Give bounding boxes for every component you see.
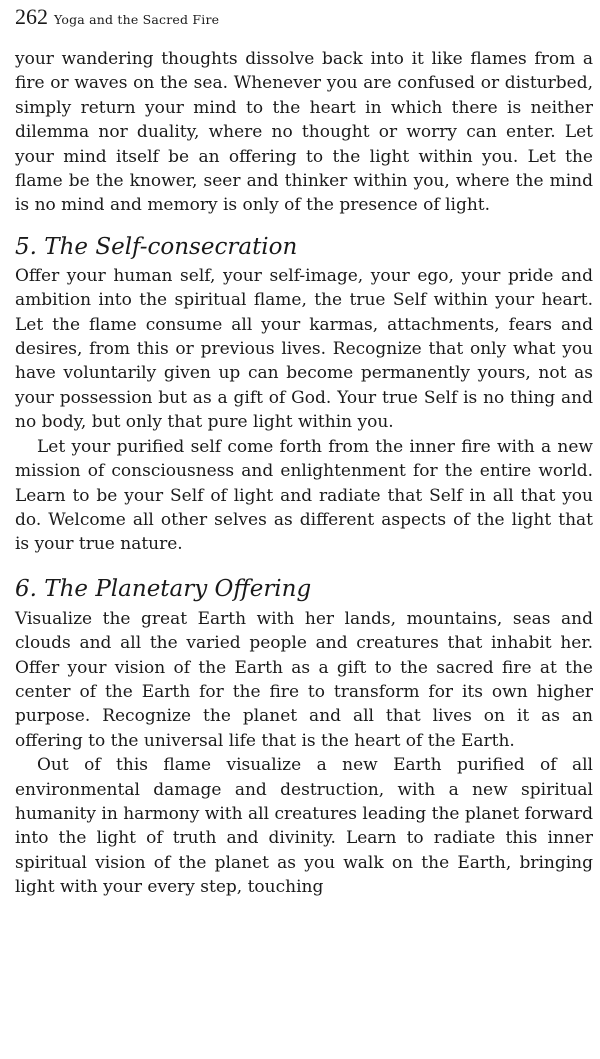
page-body bbox=[15, 47, 593, 900]
section6-paragraph-2: Out of this flame visualize a new Earth purified of all environmental damage and destruction, with a new spiritual humanity in harmony with all creatures leading the planet forward into the light of truth and divinity. Learn to radiate this inner spiritual vision of the planet as you walk on the Earth, bringing light with your every step, touching bbox=[15, 755, 593, 898]
running-head bbox=[15, 4, 219, 30]
opening-paragraph: your wandering thoughts dissolve back into it like flames from a fire or waves on the sea. Whenever you are confused or disturbed, simply return your mind to the heart in which there is neither dilemma nor duality, where no thought or worry can enter. Let your mind itself be an offering to the light within you. Let the flame be the knower, seer and thinker within you, where the mind is no mind and memory is only of the presence of light. bbox=[15, 49, 593, 216]
page-number: 262 bbox=[15, 4, 48, 29]
section6-paragraph-1: Visualize the great Earth with her lands, mountains, seas and clouds and all the varied people and creatures that inhabit her. Offer your vision of the Earth as a gift to the sacred fire at the center of the Earth for the fire to transform for its own higher purpose. Recognize the planet and all that lives on it as an offering to the universal life that is the heart of the Earth. bbox=[15, 608, 593, 751]
running-title: Yoga and the Sacred Fire bbox=[54, 12, 220, 27]
section5-paragraph-2: Let your purified self come forth from the inner fire with a new mission of consciousness and enlightenment for the entire world. Learn to be your Self of light and radiate that Self in all that you do. Welcome all other selves as different aspects of the light that is your true nature. bbox=[15, 436, 593, 555]
section5-paragraph-1: Offer your human self, your self-image, your ego, your pride and ambition into the spiritual flame, the true Self within your heart. Let the flame consume all your karmas, attachments, fears and desires, from this or previous lives. Recognize that only what you have voluntarily given up can become permanently yours, not as your possession but as a gift of God. Your true Self is no thing and no body, but only that pure light within you. bbox=[15, 265, 593, 433]
section-heading-planetary-offering: 6. The Planetary Offering bbox=[15, 575, 312, 602]
section-heading-self-consecration: 5. The Self-consecration bbox=[15, 233, 298, 260]
